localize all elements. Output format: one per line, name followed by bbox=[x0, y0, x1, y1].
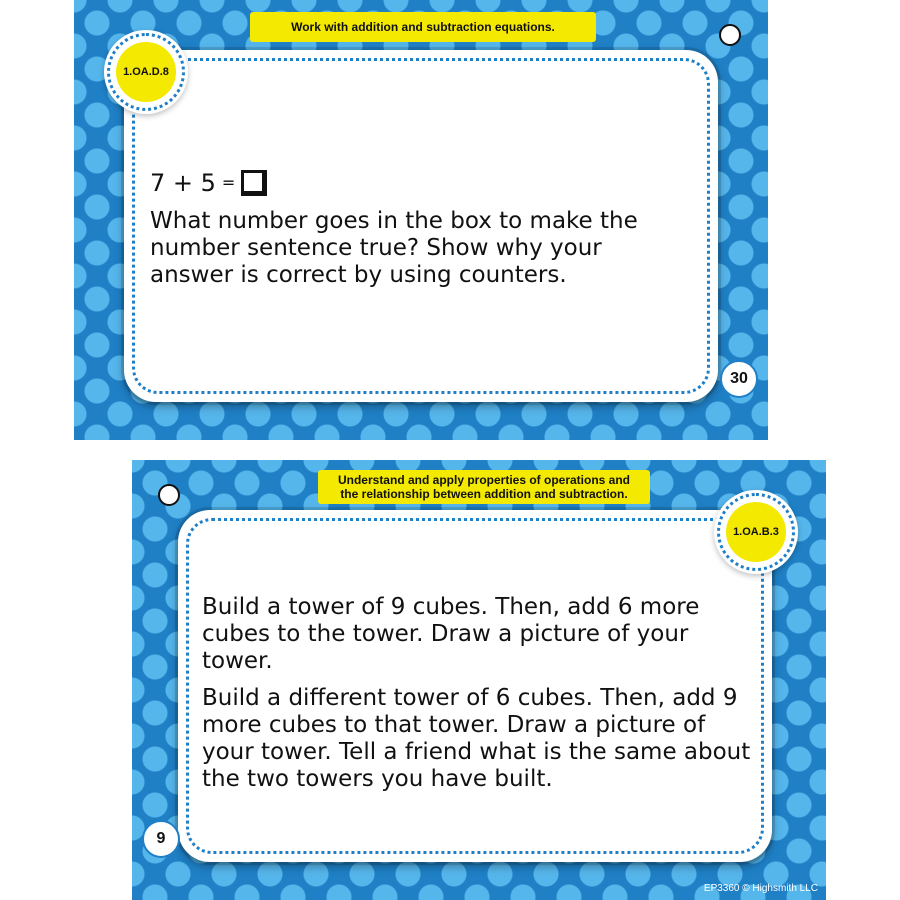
question-text-block bbox=[202, 594, 752, 803]
task-card-bottom bbox=[132, 460, 826, 900]
equation bbox=[150, 168, 690, 198]
answer-box-icon bbox=[241, 170, 267, 196]
standard-badge bbox=[104, 30, 188, 114]
paragraph-2: Build a different tower of 6 cubes. Then, add 9 more cubes to that tower. Draw a picture of your tower. Tell a friend what is the same about the two towers you have built. bbox=[202, 685, 751, 792]
paragraph-1: Build a tower of 9 cubes. Then, add 6 more cubes to the tower. Draw a picture of your tower. bbox=[202, 594, 700, 674]
question-text: What number goes in the box to make the number sentence true? Show why your answer is correct by using counters. bbox=[150, 208, 638, 288]
banner-line-1: Understand and apply properties of operations and bbox=[337, 473, 631, 487]
equals-sign: = bbox=[221, 173, 236, 192]
punch-hole-icon bbox=[158, 484, 180, 506]
task-card-top bbox=[74, 0, 768, 440]
card-number: 30 bbox=[720, 360, 758, 398]
standard-code: 1.OA.B.3 bbox=[726, 502, 786, 562]
card-number: 9 bbox=[142, 820, 180, 858]
standard-code: 1.OA.D.8 bbox=[116, 42, 176, 102]
standard-badge bbox=[714, 490, 798, 574]
copyright-text: EP3360 © Highsmith LLC bbox=[703, 883, 818, 894]
banner-line-2: the relationship between addition and subtraction. bbox=[340, 487, 628, 501]
standard-banner bbox=[318, 470, 650, 504]
question-text-block bbox=[150, 168, 690, 299]
equation-expression: 7 + 5 bbox=[150, 169, 216, 197]
punch-hole-icon bbox=[719, 24, 741, 46]
standard-banner: Work with addition and subtraction equations. bbox=[250, 12, 596, 42]
